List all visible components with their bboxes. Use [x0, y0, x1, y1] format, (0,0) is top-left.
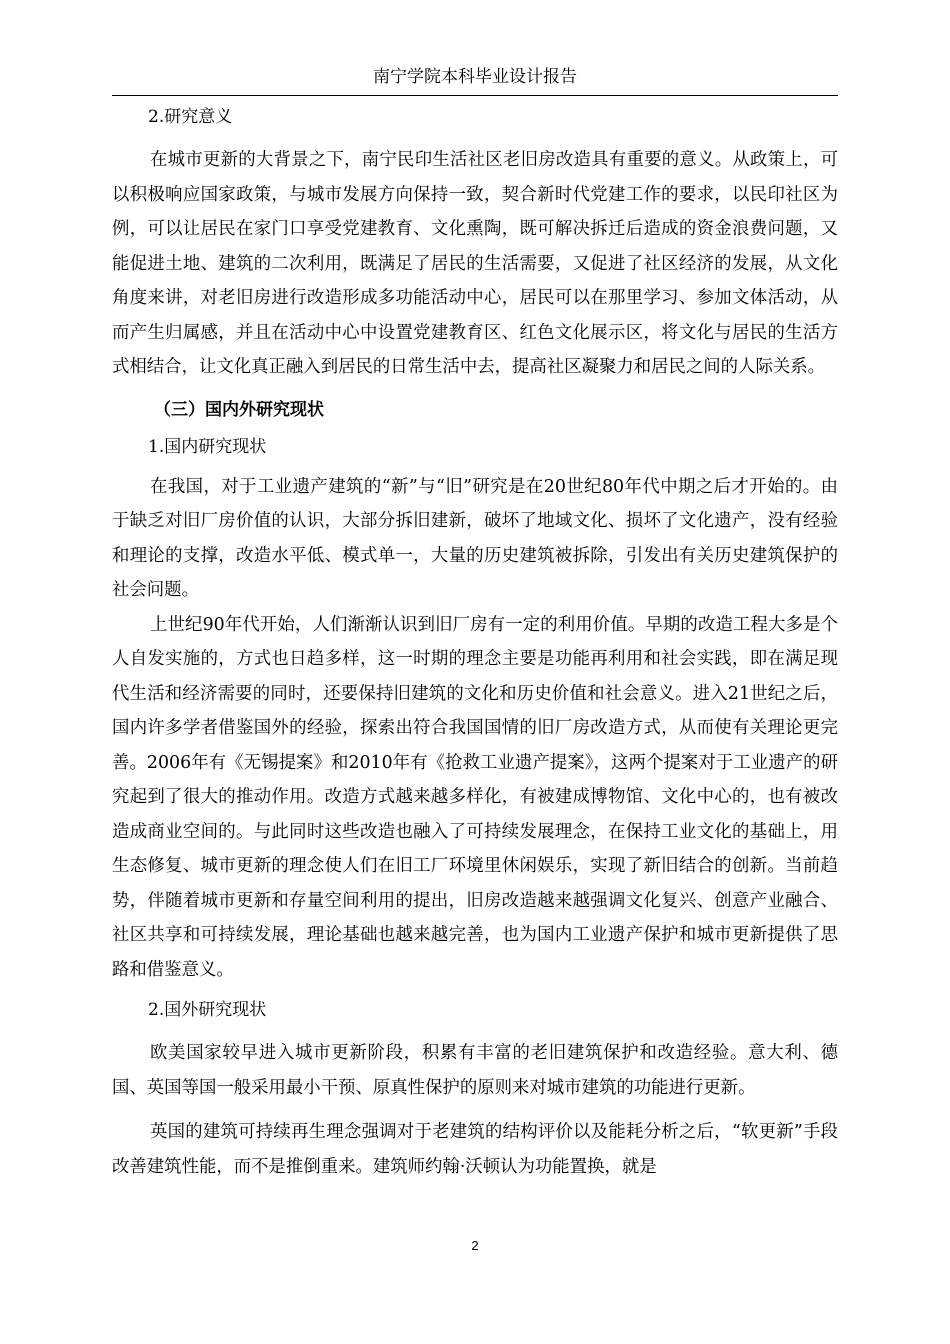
paragraph: 英国的建筑可持续再生理念强调对于老建筑的结构评价以及能耗分析之后，“软更新”手段改善建筑性能，而不是推倒重来。建筑师约翰·沃顿认为功能置换，就是	[112, 1122, 838, 1177]
paragraph: 欧美国家较早进入城市更新阶段，积累有丰富的老旧建筑保护和改造经验。意大利、德国、英国等国一般采用最小干预、原真性保护的原则来对城市建筑的功能进行更新。	[112, 1043, 838, 1098]
section-heading-research-status: （三）国内外研究现状	[154, 399, 324, 420]
header-title: 南宁学院本科毕业设计报告	[373, 67, 577, 87]
page-header	[112, 62, 838, 96]
subsection-heading-foreign: 2.国外研究现状	[148, 1000, 267, 1020]
paragraph: 在我国，对于工业遗产建筑的“新”与“旧”研究是在20世纪80年代中期之后才开始的。由于缺乏对旧厂房价值的认识，大部分拆旧建新，破坏了地域文化、损坏了文化遗产，没有经验和理论的支撑，改造水平低、模式单一，大量的历史建筑被拆除，引发出有关历史建筑保护的社会问题。	[112, 476, 838, 600]
document-body	[112, 105, 838, 1184]
subsection-heading-domestic: 1.国内研究现状	[148, 436, 267, 457]
paragraph: 上世纪90年代开始，人们渐渐认识到旧厂房有一定的利用价值。早期的改造工程大多是个人自发实施的，方式也日趋多样，这一时期的理念主要是功能再利用和社会实践，即在满足现代生活和经济需要的同时，还要保持旧建筑的文化和历史价值和社会意义。进入21世纪之后，国内许多学者借鉴国外的经验，探索出符合我国国情的旧厂房改造方式，从而使有关理论更完善。2006年有《无锡提案》和2010年有《抢救工业遗产提案》，这两个提案对于工业遗产的研究起到了很大的推动作用。改造方式越来越多样化，有被建成博物馆、文化中心的，也有被改造成商业空间的。与此同时这些改造也融入了可持续发展理念，在保持工业文化的基础上，用生态修复、城市更新的理念使人们在旧工厂环境里休闲娱乐，实现了新旧结合的创新。当前趋势，伴随着城市更新和存量空间利用的提出，旧房改造越来越强调文化复兴、创意产业融合、社区共享和可持续发展，理论基础也越来越完善，也为国内工业遗产保护和城市更新提供了思路和借鉴意义。	[112, 614, 838, 980]
section-heading-research-significance: 2.研究意义	[148, 107, 233, 127]
paragraph: 在城市更新的大背景之下，南宁民印生活社区老旧房改造具有重要的意义。从政策上，可以积极响应国家政策，与城市发展方向保持一致，契合新时代党建工作的要求，以民印社区为例，可以让居民在家门口享受党建教育、文化熏陶，既可解决拆迁后造成的资金浪费问题，又能促进土地、建筑的二次利用，既满足了居民的生活需要，又促进了社区经济的发展，从文化角度来讲，对老旧房进行改造形成多功能活动中心，居民可以在那里学习、参加文体活动，从而产生归属感，并且在活动中心中设置党建教育区、红色文化展示区，将文化与居民的生活方式相结合，让文化真正融入到居民的日常生活中去，提高社区凝聚力和居民之间的人际关系。	[112, 150, 838, 377]
page-number: 2	[471, 1238, 479, 1253]
